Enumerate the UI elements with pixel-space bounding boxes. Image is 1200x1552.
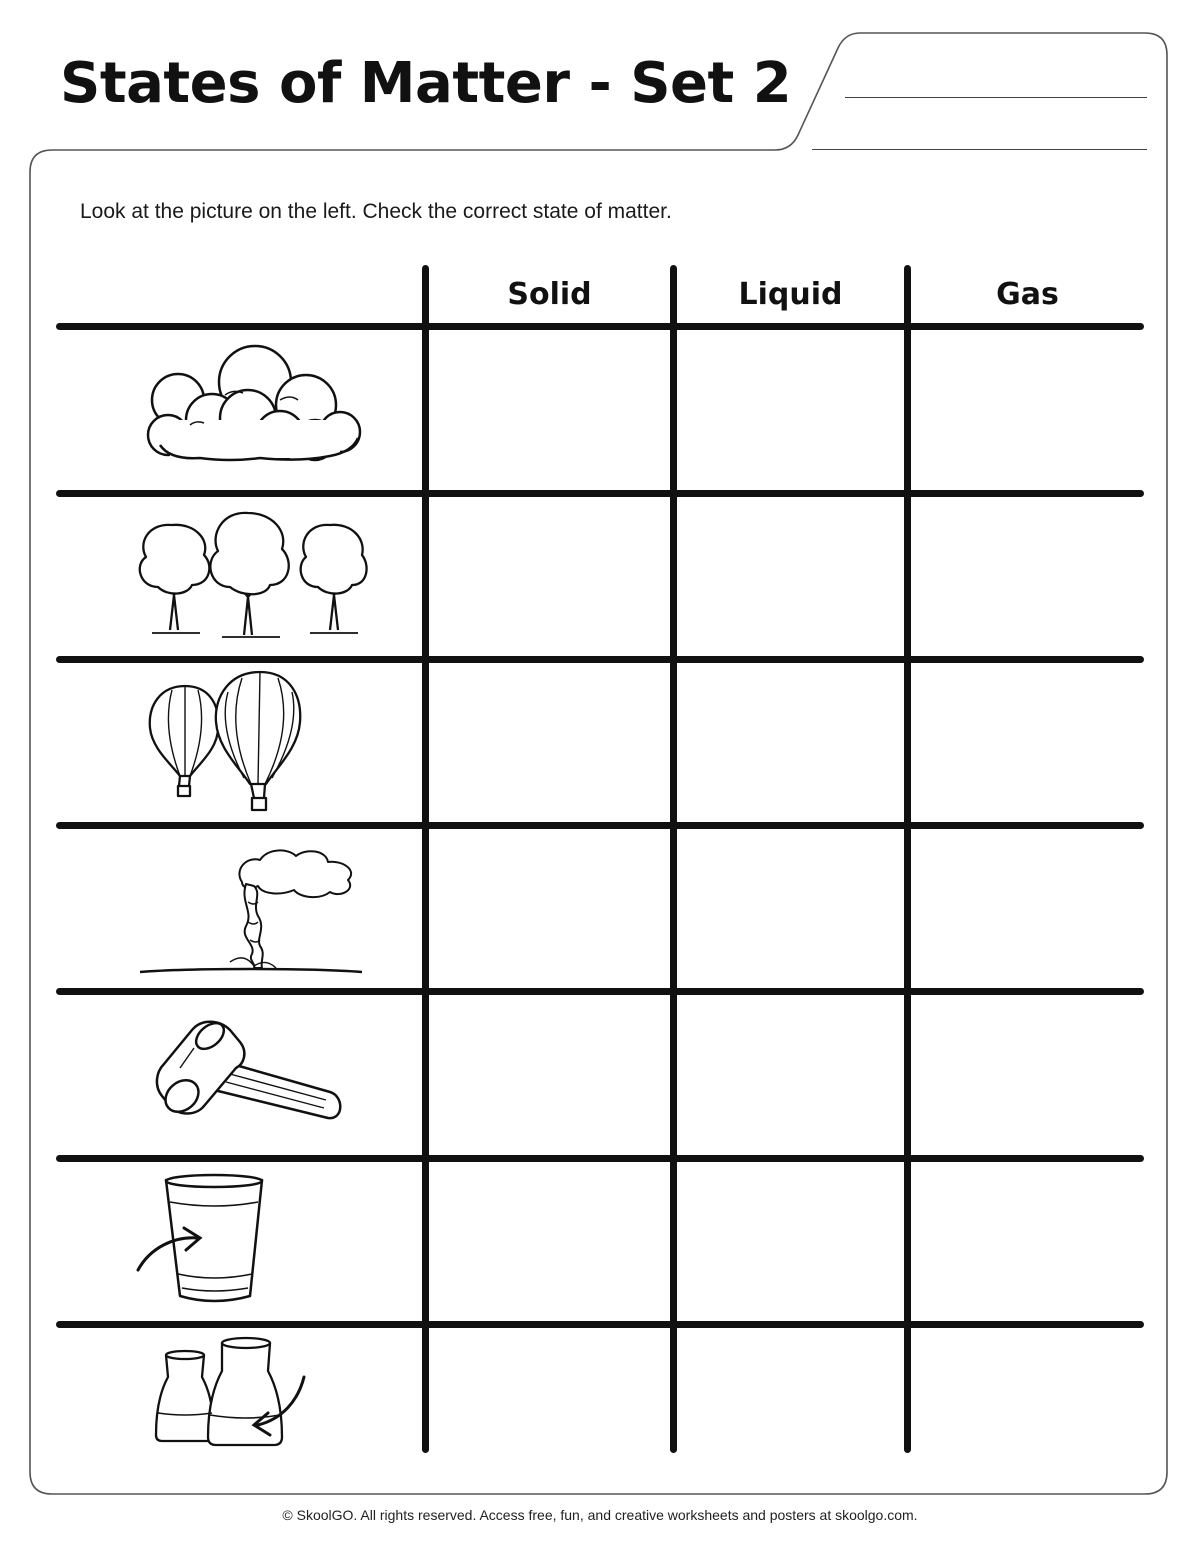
check-cell-row2-gas[interactable] [911,497,1144,656]
grid-hline-6 [56,1321,1144,1328]
check-cell-row6-liquid[interactable] [677,1162,904,1321]
check-cell-row4-gas[interactable] [911,829,1144,988]
trees-icon [130,505,370,645]
check-cell-row4-liquid[interactable] [677,829,904,988]
check-cell-row2-solid[interactable] [429,497,670,656]
footer-copyright: © SkoolGO. All rights reserved. Access free, fun, and creative worksheets and posters at skoolgo.com. [282,1507,918,1523]
cloud-icon [130,340,370,470]
check-cell-row7-solid[interactable] [429,1328,670,1453]
check-cell-row7-liquid[interactable] [677,1328,904,1453]
grid-vline-3 [904,265,911,1453]
check-cell-row3-solid[interactable] [429,663,670,822]
name-line[interactable] [845,97,1147,98]
check-cell-row3-gas[interactable] [911,663,1144,822]
check-cell-row3-liquid[interactable] [677,663,904,822]
worksheet-title: States of Matter - Set 2 [60,51,792,116]
smoke-plume-icon [130,842,370,982]
beakers-icon [130,1335,370,1455]
grid-hline-3 [56,822,1144,829]
check-cell-row7-gas[interactable] [911,1328,1144,1453]
date-line[interactable] [812,149,1147,150]
column-header-solid: Solid [507,277,592,312]
grid-hline-header [56,323,1144,330]
check-cell-row1-solid[interactable] [429,330,670,490]
glass-of-water-icon [130,1170,370,1310]
hot-air-balloons-icon [130,668,370,813]
grid-vline-1 [422,265,429,1453]
check-cell-row6-gas[interactable] [911,1162,1144,1321]
check-cell-row5-liquid[interactable] [677,995,904,1155]
check-cell-row1-gas[interactable] [911,330,1144,490]
check-cell-row5-solid[interactable] [429,995,670,1155]
instructions: Look at the picture on the left. Check the correct state of matter. [80,200,672,223]
grid-hline-1 [56,490,1144,497]
grid-hline-2 [56,656,1144,663]
hammer-icon [130,1008,370,1138]
check-cell-row1-liquid[interactable] [677,330,904,490]
check-cell-row6-solid[interactable] [429,1162,670,1321]
grid-vline-2 [670,265,677,1453]
check-cell-row5-gas[interactable] [911,995,1144,1155]
grid-hline-5 [56,1155,1144,1162]
check-cell-row4-solid[interactable] [429,829,670,988]
check-cell-row2-liquid[interactable] [677,497,904,656]
column-header-gas: Gas [996,277,1059,312]
column-header-liquid: Liquid [738,277,843,312]
grid-hline-4 [56,988,1144,995]
